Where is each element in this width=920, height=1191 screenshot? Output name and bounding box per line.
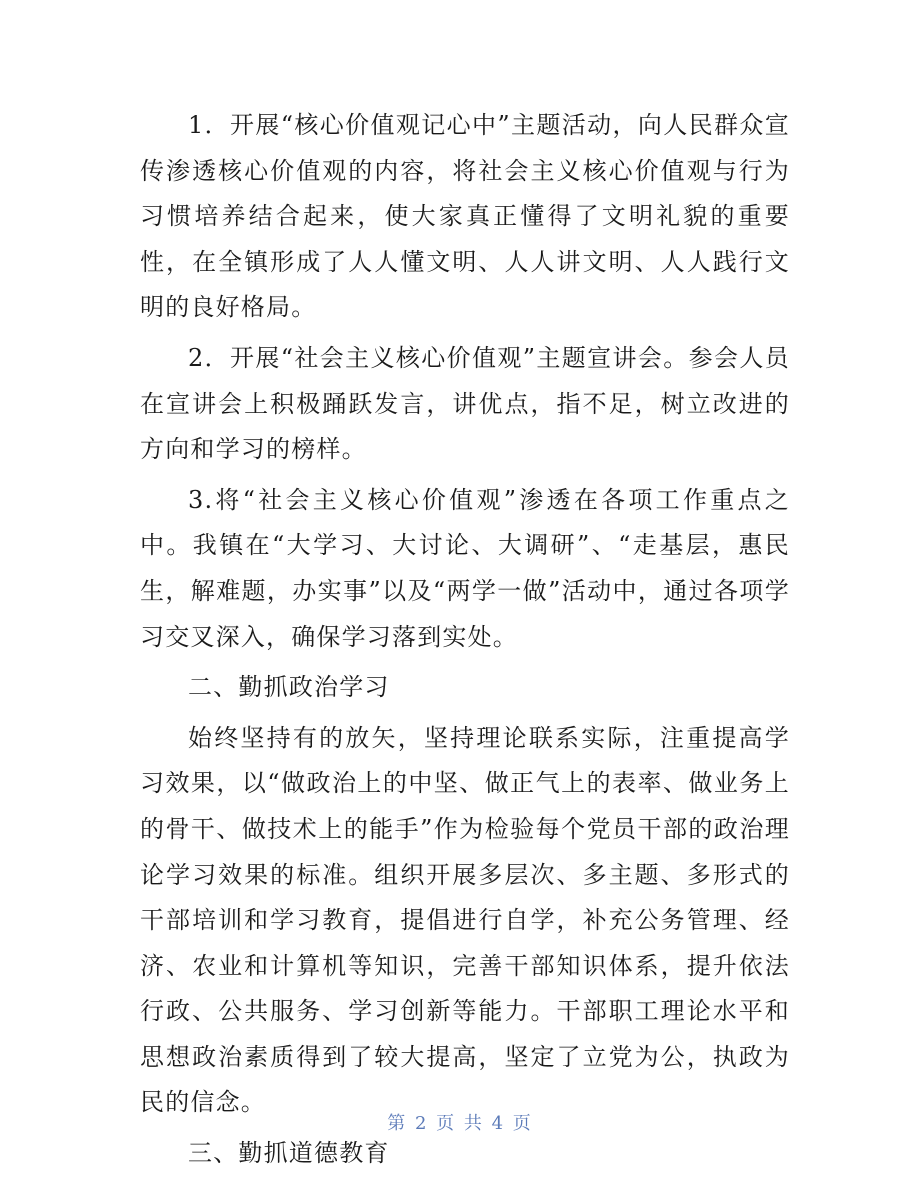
paragraph-activity-2: 2．开展“社会主义核心价值观”主题宣讲会。参会人员在宣讲会上积极踊跃发言，讲优点，指不足，树立改进的方向和学习的榜样。 xyxy=(140,343,790,464)
paragraph-political-study: 始终坚持有的放矢，坚持理论联系实际，注重提高学习效果，以“做政治上的中坚、做正气上的表率、做业务上的骨干、做技术上的能手”作为检验每个党员干部的政治理论学习效果的标准。组织开展多层次、多主题、多形式的干部培训和学习教育，提倡进行自学，补充公务管理、经济、农业和计算机等知识，完善干部知识体系，提升依法行政、公共服务、学习创新等能力。干部职工理论水平和思想政治素质得到了较大提高，坚定了立党为公，执政为民的信念。 xyxy=(140,723,790,1117)
page-number-footer: 第 2 页 共 4 页 xyxy=(387,1113,533,1134)
section-heading-moral-education: 三、勤抓道德教育 xyxy=(188,1139,390,1168)
paragraph-activity-3: 3.将“社会主义核心价值观”渗透在各项工作重点之中。我镇在“大学习、大讨论、大调研”、“走基层，惠民生，解难题，办实事”以及“两学一做”活动中，通过各项学习交叉深入，确保学习落到实处。 xyxy=(140,485,790,651)
document-body xyxy=(140,103,790,1182)
section-heading-political-study: 二、勤抓政治学习 xyxy=(188,673,390,702)
paragraph-activity-1: 1．开展“核心价值观记心中”主题活动，向人民群众宣传渗透核心价值观的内容，将社会主义核心价值观与行为习惯培养结合起来，使大家真正懂得了文明礼貌的重要性，在全镇形成了人人懂文明、人人讲文明、人人践行文明的良好格局。 xyxy=(140,111,790,322)
